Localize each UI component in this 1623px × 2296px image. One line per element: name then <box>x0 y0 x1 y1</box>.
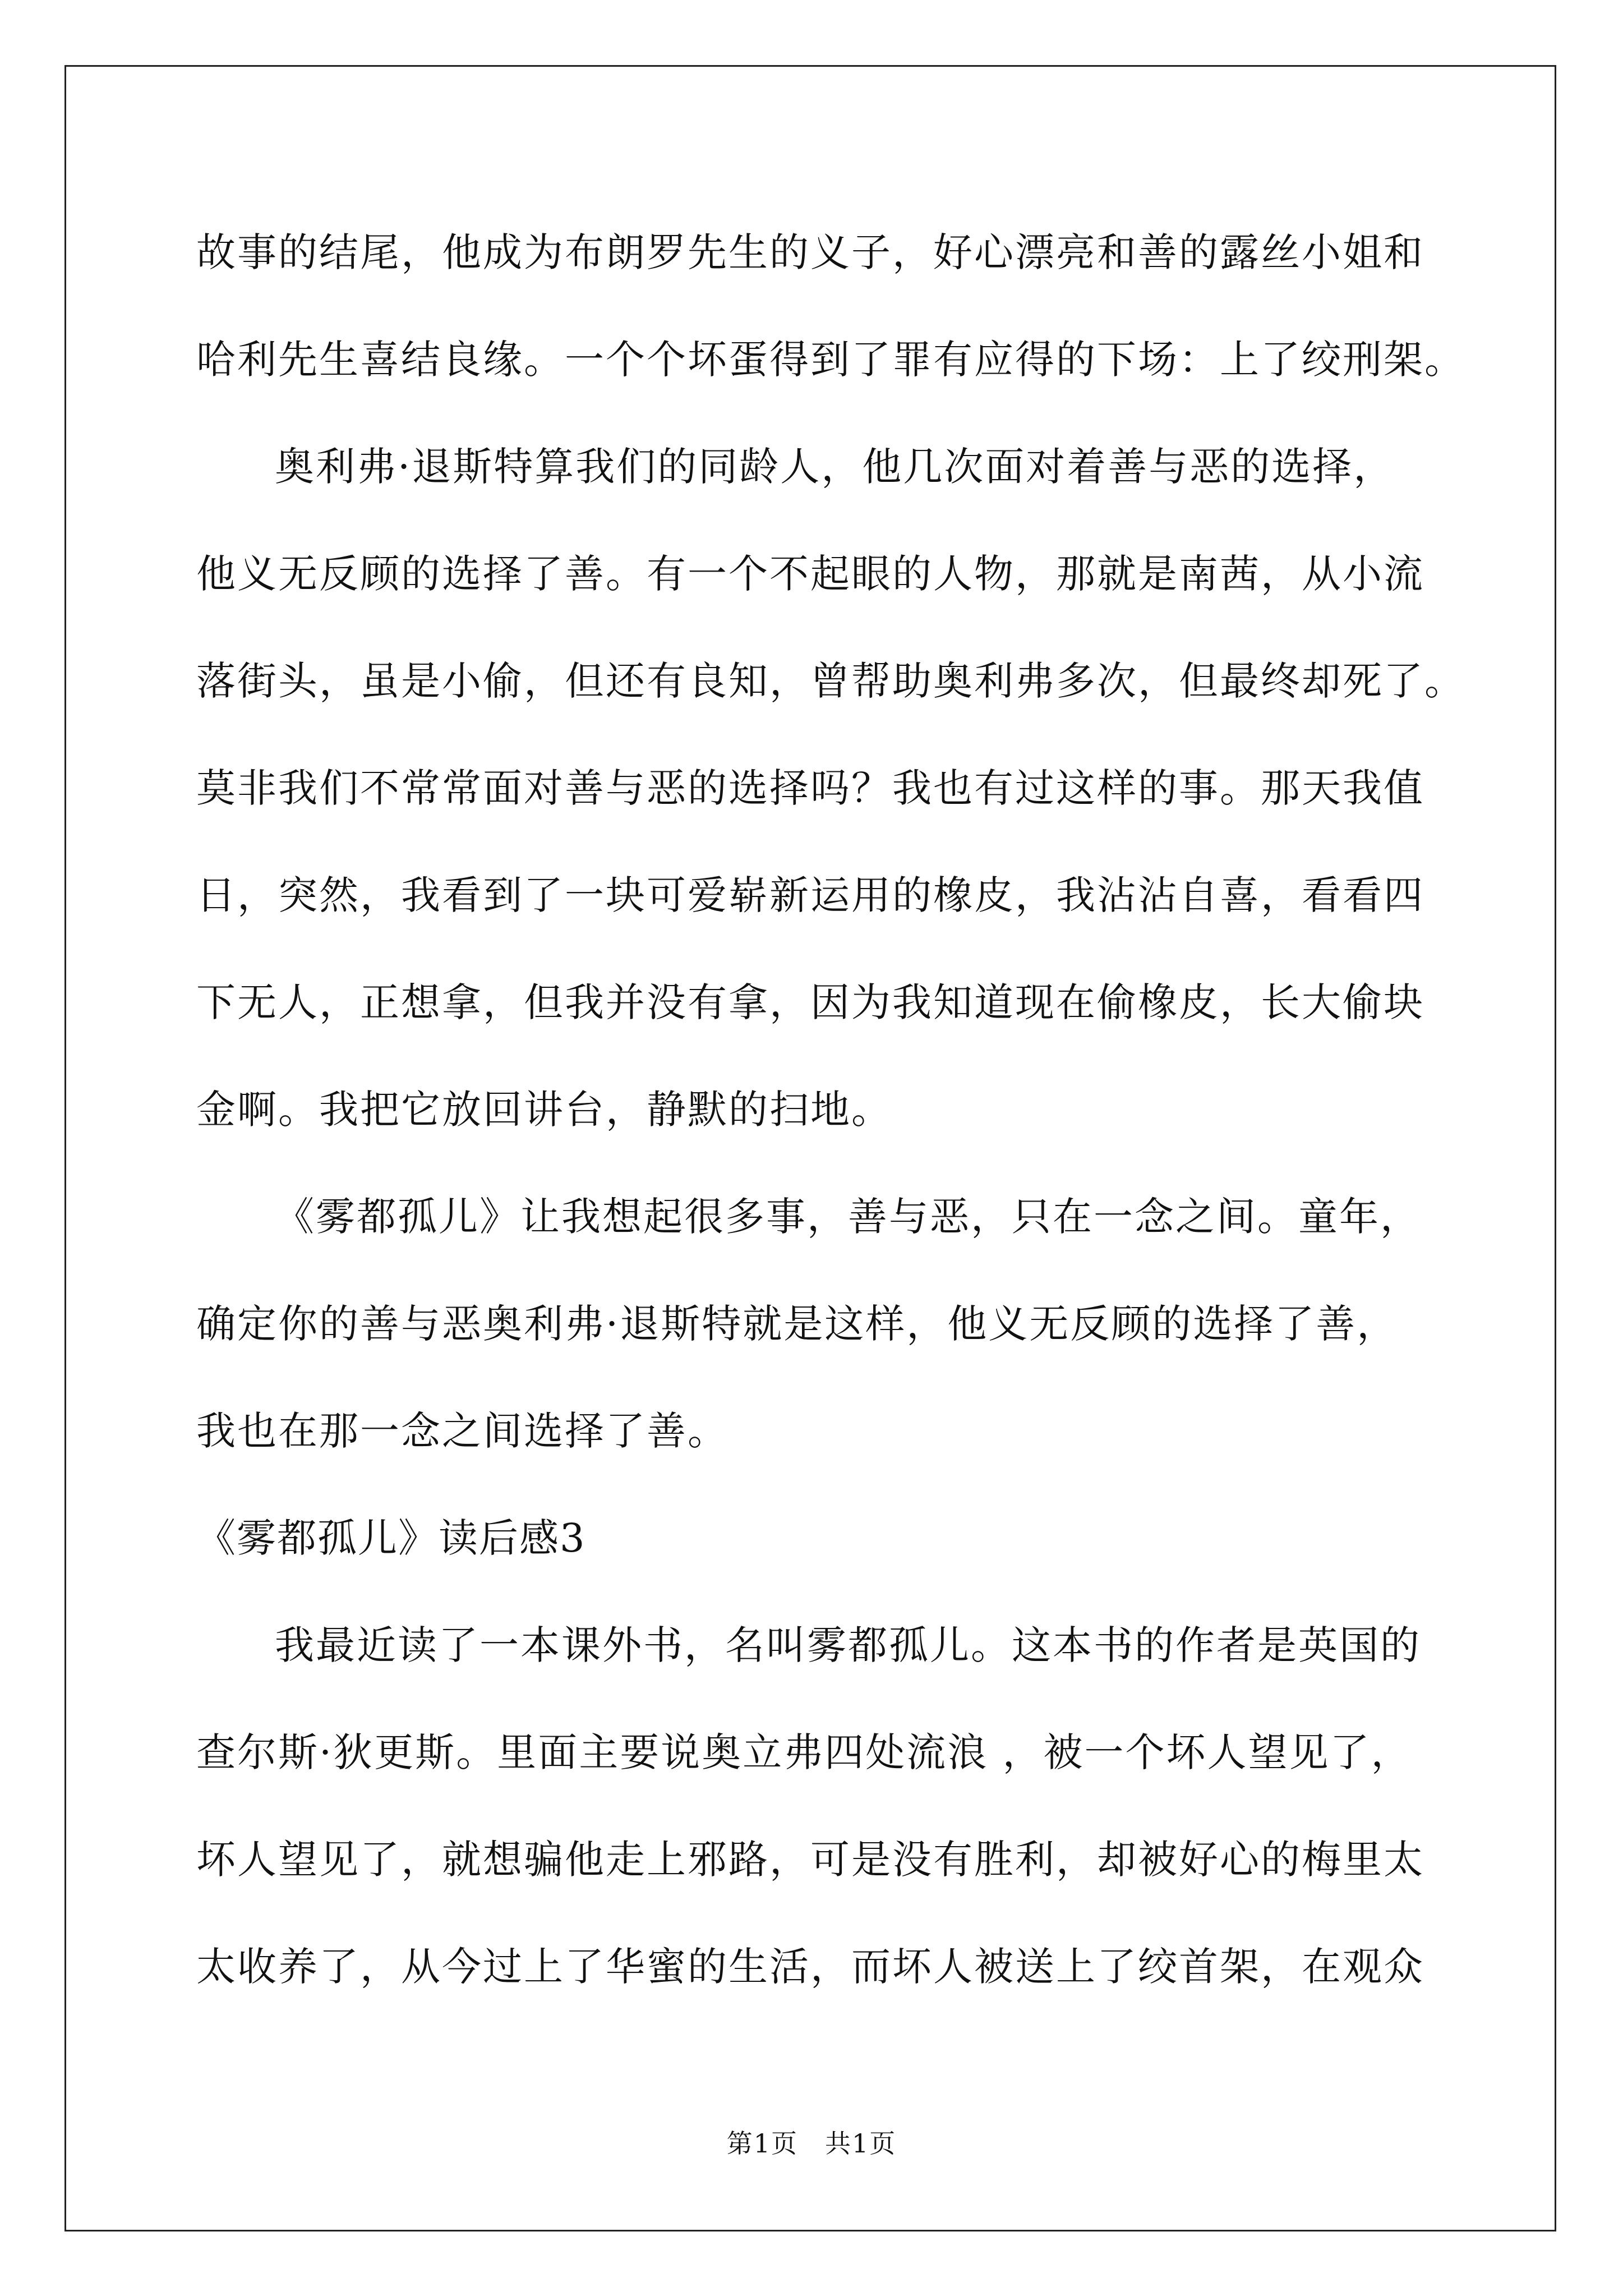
section-title: 《雾都孤儿》读后感3 <box>196 1515 586 1561</box>
text-line: 他义无反顾的选择了善。有一个不起眼的人物，那就是南茜，从小流 <box>196 551 1424 597</box>
paragraph-start-line: 奥利弗·退斯特算我们的同龄人，他几次面对着善与恶的选择， <box>275 444 1395 490</box>
text-line: 我也在那一念之间选择了善。 <box>196 1408 728 1454</box>
text-line: 日，突然，我看到了一块可爱崭新运用的橡皮，我沾沾自喜，看看四 <box>196 872 1424 918</box>
text-line: 莫非我们不常常面对善与恶的选择吗？我也有过这样的事。那天我值 <box>196 765 1424 811</box>
text-line: 坏人望见了，就想骗他走上邪路，可是没有胜利，却被好心的梅里太 <box>196 1837 1424 1883</box>
text-line: 故事的结尾，他成为布朗罗先生的义子，好心漂亮和善的露丝小姐和 <box>196 229 1424 275</box>
text-line: 太收养了，从今过上了华蜜的生活，而坏人被送上了绞首架，在观众 <box>196 1944 1424 1990</box>
text-line: 哈利先生喜结良缘。一个个坏蛋得到了罪有应得的下场：上了绞刑架。 <box>196 337 1465 383</box>
text-line: 下无人，正想拿，但我并没有拿，因为我知道现在偷橡皮，长大偷块 <box>196 979 1424 1025</box>
text-line: 确定你的善与恶奥利弗·退斯特就是这样，他义无反顾的选择了善， <box>196 1301 1398 1347</box>
text-line: 查尔斯·狄更斯。里面主要说奥立弗四处流浪 ，被一个坏人望见了， <box>196 1729 1412 1775</box>
paragraph-start-line: 我最近读了一本课外书，名叫雾都孤儿。这本书的作者是英国的 <box>275 1622 1421 1668</box>
page-footer: 第1页 共1页 <box>726 2128 897 2159</box>
text-line: 金啊。我把它放回讲台，静默的扫地。 <box>196 1087 892 1133</box>
text-line: 落街头，虽是小偷，但还有良知，曾帮助奥利弗多次，但最终却死了。 <box>196 658 1465 704</box>
paragraph-start-line: 《雾都孤儿》让我想起很多事，善与恶，只在一念之间。童年， <box>275 1194 1421 1240</box>
document-body <box>196 222 1486 2043</box>
